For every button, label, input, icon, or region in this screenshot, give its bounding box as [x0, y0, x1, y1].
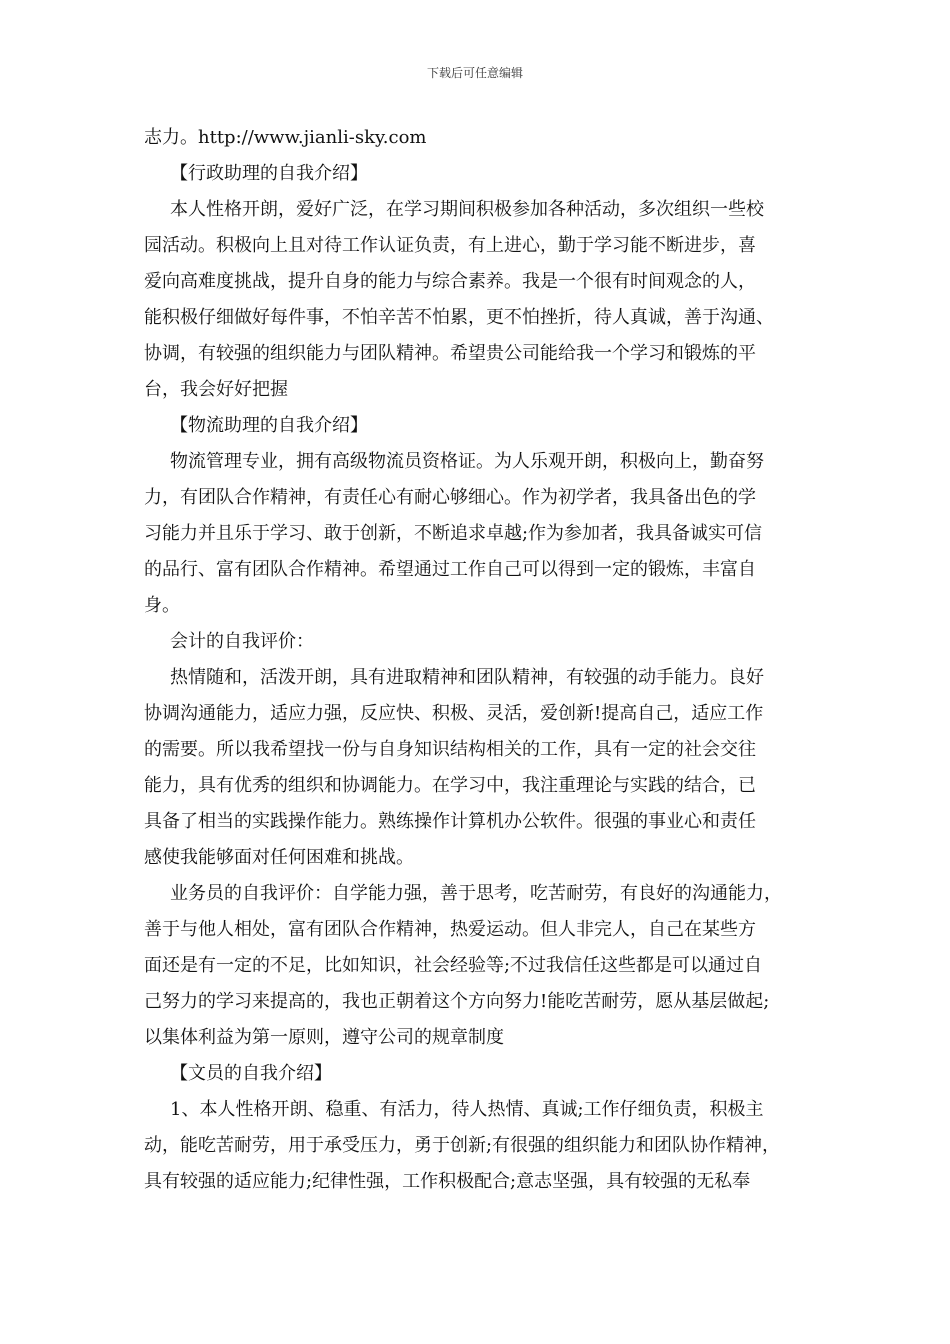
- text-line: 【物流助理的自我介绍】: [170, 415, 368, 436]
- text-line: 的品行、富有团队合作精神。希望通过工作自己可以得到一定的锻炼，丰富自: [144, 559, 756, 580]
- page-header: 下载后可任意编辑: [426, 66, 523, 80]
- text-line: 协调沟通能力，适应力强，反应快、积极、灵活，爱创新!提高自己，适应工作: [144, 703, 764, 724]
- text-line: 【行政助理的自我介绍】: [170, 163, 368, 184]
- text-line: 志力。http://www.jianli-sky.com: [144, 127, 427, 148]
- text-line: 会计的自我评价：: [170, 631, 314, 652]
- text-line: 身。: [144, 595, 180, 616]
- text-line: 业务员的自我评价：自学能力强，善于思考，吃苦耐劳，有良好的沟通能力，: [170, 883, 782, 904]
- text-line: 1、本人性格开朗、稳重、有活力，待人热情、真诚;工作仔细负责，积极主: [170, 1099, 764, 1120]
- text-line: 面还是有一定的不足，比如知识，社会经验等;不过我信任这些都是可以通过自: [144, 955, 763, 976]
- text-line: 【文员的自我介绍】: [170, 1063, 332, 1084]
- document-body: [144, 120, 824, 1200]
- text-line: 热情随和，活泼开朗，具有进取精神和团队精神，有较强的动手能力。良好: [170, 667, 764, 688]
- text-line: 能积极仔细做好每件事，不怕辛苦不怕累，更不怕挫折，待人真诚，善于沟通、: [144, 307, 774, 328]
- text-line: 以集体利益为第一原则，遵守公司的规章制度: [144, 1027, 504, 1048]
- text-line: 爱向高难度挑战，提升自身的能力与综合素养。我是一个很有时间观念的人，: [144, 271, 756, 292]
- text-line: 习能力并且乐于学习、敢于创新，不断追求卓越;作为参加者，我具备诚实可信: [144, 523, 763, 544]
- text-line: 园活动。积极向上且对待工作认证负责，有上进心，勤于学习能不断进步，喜: [144, 235, 756, 256]
- text-line: 物流管理专业，拥有高级物流员资格证。为人乐观开朗，积极向上，勤奋努: [170, 451, 764, 472]
- text-line: 具有较强的适应能力;纪律性强，工作积极配合;意志坚强，具有较强的无私奉: [144, 1171, 751, 1192]
- text-line: 感使我能够面对任何困难和挑战。: [144, 847, 414, 868]
- text-line: 台，我会好好把握: [144, 379, 288, 400]
- text-line: 善于与他人相处，富有团队合作精神，热爱运动。但人非完人，自己在某些方: [144, 919, 756, 940]
- text-line: 具备了相当的实践操作能力。熟练操作计算机办公软件。很强的事业心和责任: [144, 811, 756, 832]
- text-line: 本人性格开朗，爱好广泛，在学习期间积极参加各种活动，多次组织一些校: [170, 199, 764, 220]
- text-line: 力，有团队合作精神，有责任心有耐心够细心。作为初学者，我具备出色的学: [144, 487, 756, 508]
- text-line: 能力，具有优秀的组织和协调能力。在学习中，我注重理论与实践的结合，已: [144, 775, 756, 796]
- text-line: 动，能吃苦耐劳，用于承受压力，勇于创新;有很强的组织能力和团队协作精神，: [144, 1135, 781, 1156]
- text-line: 己努力的学习来提高的，我也正朝着这个方向努力!能吃苦耐劳，愿从基层做起;: [144, 991, 770, 1012]
- text-line: 协调，有较强的组织能力与团队精神。希望贵公司能给我一个学习和锻炼的平: [144, 343, 756, 364]
- text-line: 的需要。所以我希望找一份与自身知识结构相关的工作，具有一定的社会交往: [144, 739, 756, 760]
